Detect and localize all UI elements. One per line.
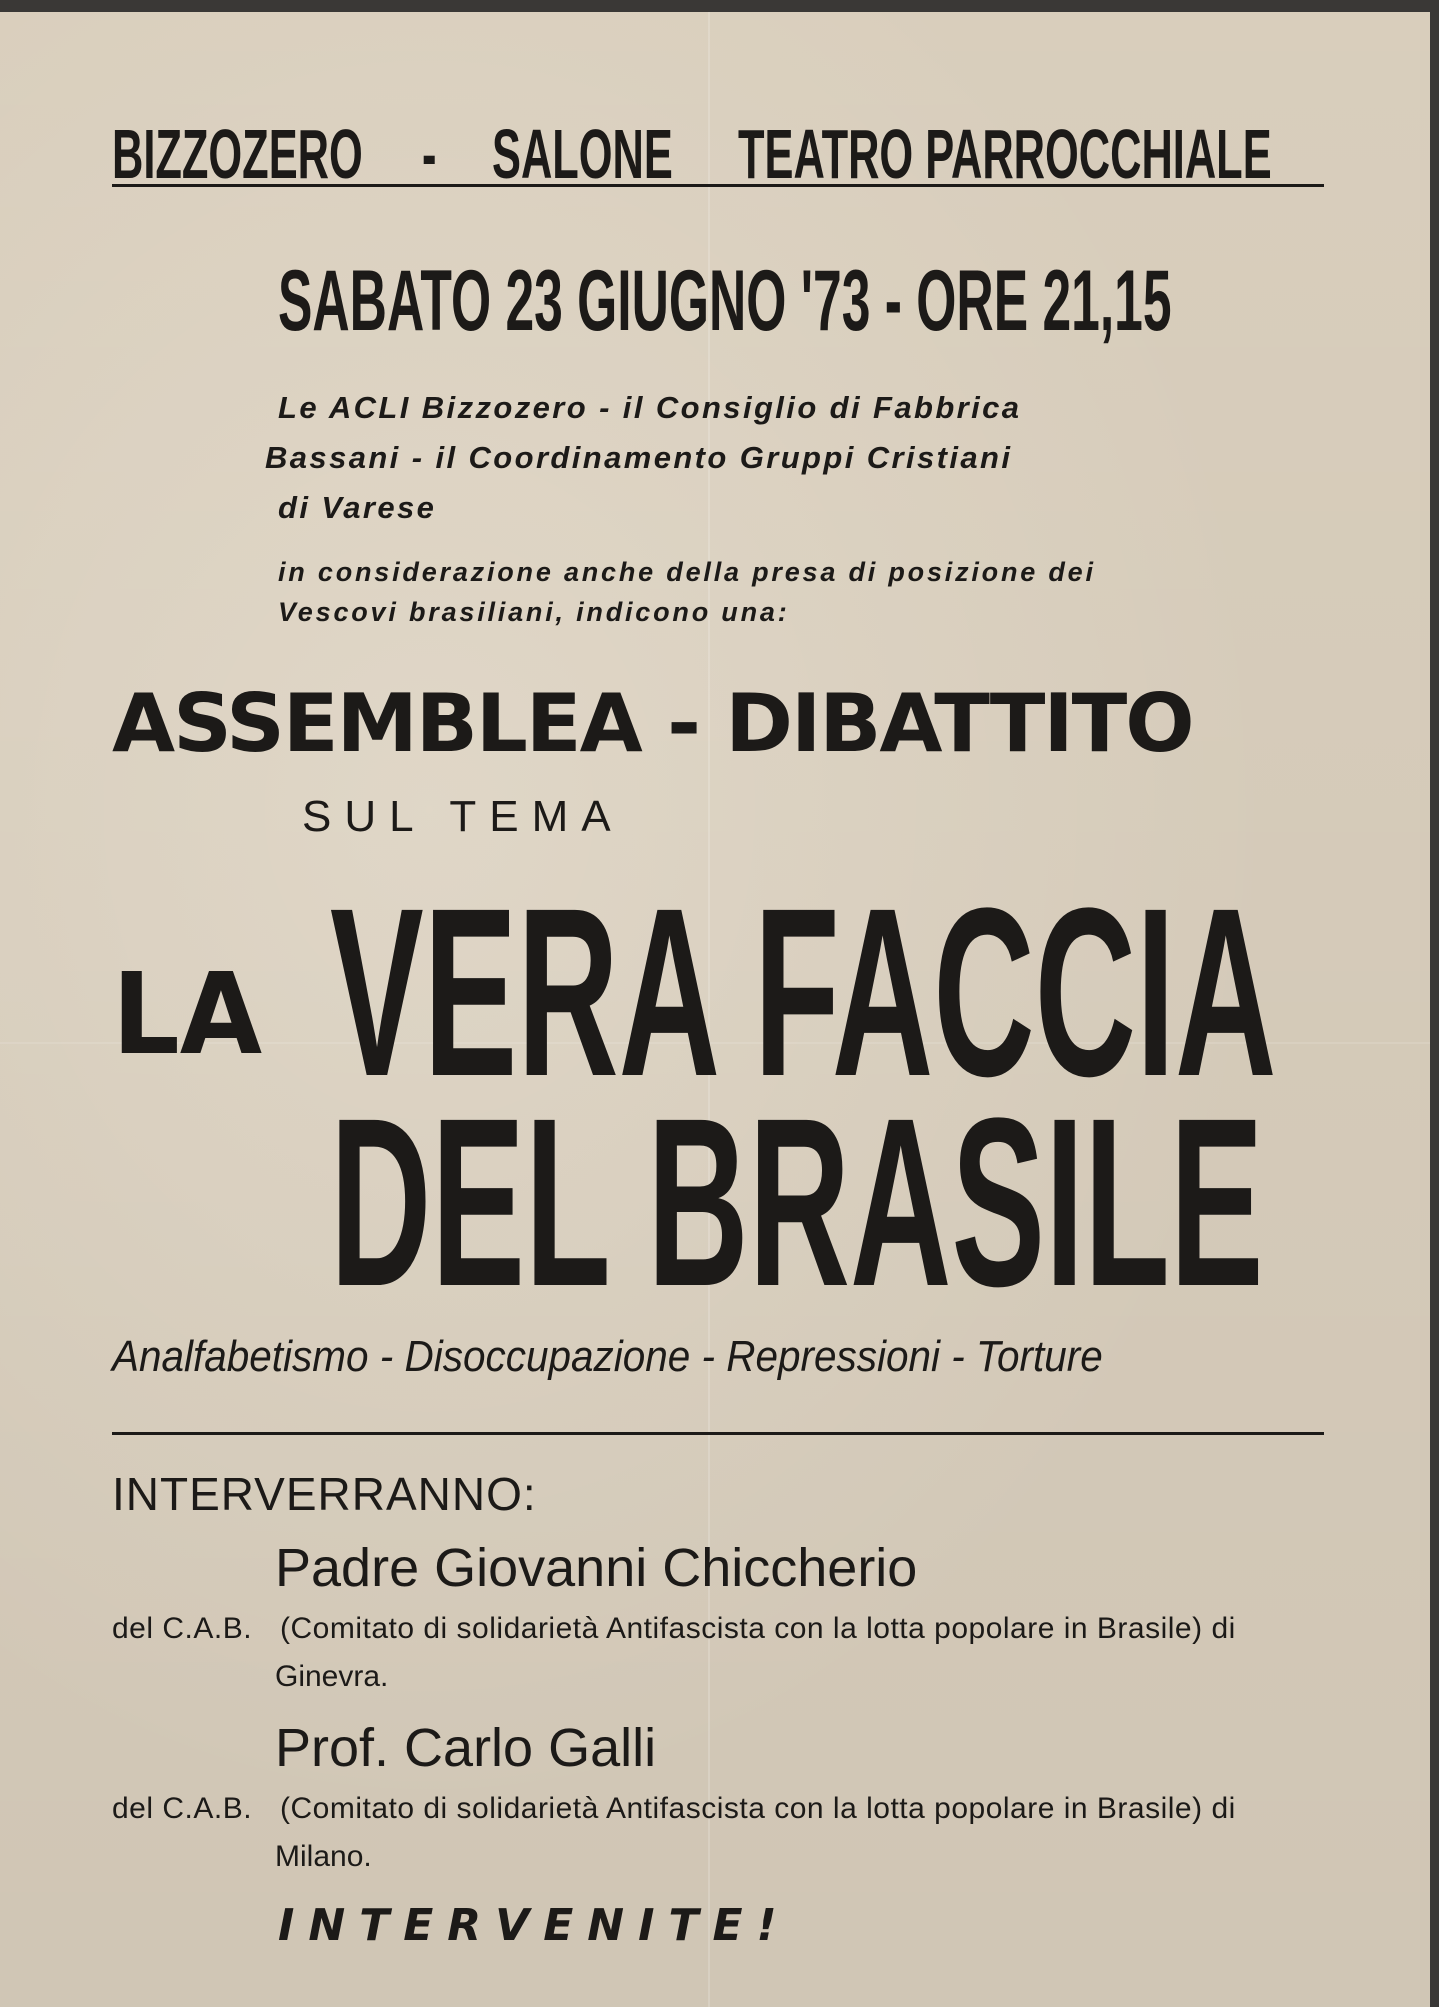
venue-theatre: TEATRO PARROCCHIALE	[738, 115, 1272, 193]
speaker-2-city: Milano.	[275, 1840, 372, 1873]
sul-tema-label: SUL TEMA	[302, 792, 624, 841]
title-article: LA	[112, 950, 263, 1080]
speaker-1-affiliation: (Comitato di solidarietà Antifascista con la lotta popolare in Brasile) di	[280, 1612, 1236, 1645]
speaker-2-affiliation: (Comitato di solidarietà Antifascista con la lotta popolare in Brasile) di	[280, 1792, 1236, 1825]
consideration-line-1: in considerazione anche della presa di posizione dei	[278, 557, 1096, 587]
event-date: SABATO 23 GIUGNO '73 - ORE 21,15	[278, 253, 1172, 349]
organizers-line-3: di Varese	[278, 490, 437, 525]
poster-sheet	[0, 12, 1430, 2007]
themes-list: Analfabetismo - Disoccupazione - Repressioni - Torture	[112, 1332, 1103, 1381]
consideration-line-2: Vescovi brasiliani, indicono una:	[278, 597, 790, 627]
organizers-line-2: Bassani - il Coordinamento Gruppi Cristiani	[265, 440, 1013, 475]
venue-header	[112, 114, 1324, 193]
speaker-1-name: Padre Giovanni Chiccherio	[275, 1538, 918, 1598]
venue-town: BIZZOZERO	[112, 115, 363, 193]
organizers-line-1: Le ACLI Bizzozero - il Consiglio di Fabbrica	[278, 390, 1022, 425]
venue-hall: SALONE	[492, 115, 673, 193]
speaker-1-city: Ginevra.	[275, 1660, 389, 1693]
title-line-1: VERA FACCIA	[330, 858, 1277, 1126]
speaker-2-prefix: del C.A.B.	[112, 1792, 253, 1825]
interventions-heading: INTERVERRANNO:	[112, 1468, 537, 1520]
speaker-2-name: Prof. Carlo Galli	[275, 1718, 657, 1778]
divider-rule	[112, 1432, 1324, 1435]
speaker-1-prefix: del C.A.B.	[112, 1612, 253, 1645]
title-line-2: DEL BRASILE	[330, 1068, 1264, 1336]
venue-dash: -	[422, 115, 437, 193]
closing-call: INTERVENITE!	[278, 1900, 791, 1951]
event-type-heading: ASSEMBLEA - DIBATTITO	[112, 677, 1193, 770]
